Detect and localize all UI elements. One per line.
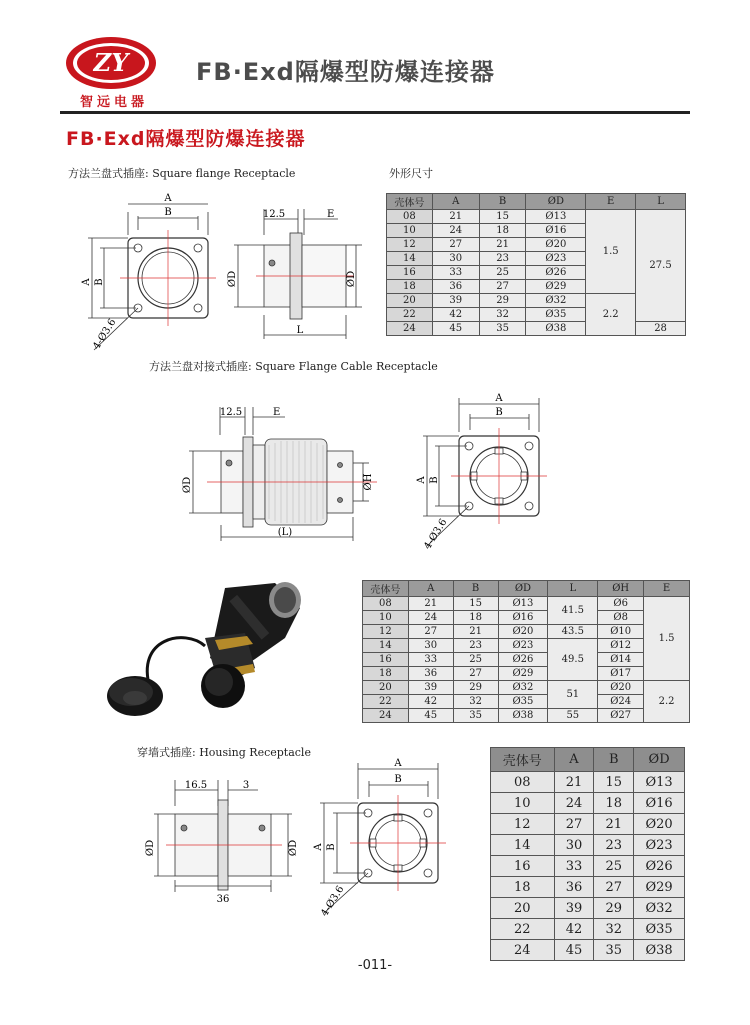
table-cell: Ø38: [526, 322, 586, 336]
table-cell: Ø32: [526, 294, 586, 308]
table-cell: 14: [491, 835, 555, 856]
table-cell: 20: [363, 681, 409, 695]
table-cell: 35: [453, 709, 498, 723]
t1-header: 壳体号: [387, 194, 433, 210]
t3-header: B: [594, 748, 634, 772]
table-cell: 10: [387, 224, 433, 238]
table-cell: 18: [491, 877, 555, 898]
p2f-dim-b-vert: B: [429, 476, 440, 484]
table-cell: 27: [432, 238, 479, 252]
t1-header: B: [479, 194, 526, 210]
table-cell: Ø20: [526, 238, 586, 252]
table-cell: 45: [554, 940, 594, 961]
t1-header: A: [432, 194, 479, 210]
p3s-dim-d-left: ØD: [145, 839, 156, 857]
p3s-dim-165: 16.5: [184, 780, 208, 791]
p2s-dim-125: 12.5: [219, 407, 243, 418]
table-cell: Ø35: [498, 695, 548, 709]
table-cell: 29: [479, 294, 526, 308]
t2-header: L: [548, 581, 598, 597]
table-cell: 29: [594, 898, 634, 919]
part1-table-caption: 外形尺寸: [389, 167, 433, 180]
table-cell: Ø26: [634, 856, 685, 877]
table-cell: 30: [432, 252, 479, 266]
part1-side-drawing: [228, 205, 374, 345]
table-cell: Ø16: [526, 224, 586, 238]
table-cell: 12: [387, 238, 433, 252]
table-cell: 16: [491, 856, 555, 877]
table-cell: Ø13: [526, 210, 586, 224]
table-cell: 21: [479, 238, 526, 252]
table-cell: 14: [363, 639, 409, 653]
table-cell: 21: [554, 772, 594, 793]
table-cell: 12: [363, 625, 409, 639]
t1-e-cell: 2.2: [586, 294, 636, 336]
part2-front-drawing: [415, 390, 555, 560]
p2f-dim-b: B: [495, 407, 503, 418]
t2-l-cell: 49.5: [548, 639, 598, 681]
header-divider: [60, 111, 690, 114]
table-cell: 45: [408, 709, 453, 723]
p3f-dim-b-vert: B: [326, 843, 337, 851]
connector-product-photo: [95, 578, 315, 728]
table-cell: 14: [387, 252, 433, 266]
table-cell: 18: [363, 667, 409, 681]
table-cell: 36: [408, 667, 453, 681]
t3-header: ØD: [634, 748, 685, 772]
table-cell: Ø14: [598, 653, 644, 667]
t2-header: ØH: [598, 581, 644, 597]
t1-header: ØD: [526, 194, 586, 210]
table-cell: 24: [491, 940, 555, 961]
t2-l-cell: 43.5: [548, 625, 598, 639]
t2-l-cell: 51: [548, 681, 598, 709]
table-cell: 25: [479, 266, 526, 280]
table-cell: Ø16: [498, 611, 548, 625]
part1-caption: 方法兰盘式插座: Square flange Receptacle: [68, 167, 296, 180]
table-cell: 29: [453, 681, 498, 695]
table-cell: 42: [432, 308, 479, 322]
table-cell: 12: [491, 814, 555, 835]
table-cell: Ø16: [634, 793, 685, 814]
t2-e-cell: 2.2: [644, 681, 690, 723]
p3f-dim-a: A: [394, 758, 402, 769]
table-cell: 42: [408, 695, 453, 709]
p1f-dim-b: B: [164, 207, 172, 218]
page-number: -011-: [357, 958, 393, 973]
t1-l-cell: 28: [636, 322, 686, 336]
table-cell: 25: [594, 856, 634, 877]
table-cell: Ø20: [634, 814, 685, 835]
table-cell: 27: [479, 280, 526, 294]
part1-front-drawing: [80, 190, 220, 360]
table-cell: 15: [453, 597, 498, 611]
p2s-dim-h: ØH: [363, 473, 374, 491]
table-cell: 24: [432, 224, 479, 238]
table-cell: 27: [594, 877, 634, 898]
table-cell: 16: [363, 653, 409, 667]
table-cell: 16: [387, 266, 433, 280]
table-cell: 18: [479, 224, 526, 238]
t1-header: L: [636, 194, 686, 210]
table-cell: Ø20: [498, 625, 548, 639]
table-cell: 36: [432, 280, 479, 294]
p3f-dim-a-vert: A: [313, 843, 324, 851]
table-cell: 21: [453, 625, 498, 639]
table-cell: Ø23: [498, 639, 548, 653]
table-cell: 39: [432, 294, 479, 308]
table-cell: 35: [479, 322, 526, 336]
table-cell: 10: [363, 611, 409, 625]
table-cell: 08: [363, 597, 409, 611]
table-cell: 20: [491, 898, 555, 919]
table-cell: 22: [387, 308, 433, 322]
table-cell: Ø23: [526, 252, 586, 266]
table-cell: 20: [387, 294, 433, 308]
table-cell: 33: [432, 266, 479, 280]
part3-spec-table: [490, 747, 685, 961]
table-cell: 33: [554, 856, 594, 877]
p3s-dim-3: 3: [242, 780, 250, 791]
p1s-dim-125: 12.5: [262, 209, 286, 220]
p1f-holes: 4-Ø3.6: [91, 317, 119, 352]
t2-l-cell: 41.5: [548, 597, 598, 625]
table-cell: Ø35: [634, 919, 685, 940]
t2-l-cell: 55: [548, 709, 598, 723]
table-cell: Ø29: [498, 667, 548, 681]
table-cell: 18: [453, 611, 498, 625]
p2f-holes: 4-Ø3.6: [422, 517, 450, 552]
table-cell: 35: [594, 940, 634, 961]
p1s-dim-d-right: ØD: [346, 270, 357, 288]
t2-e-cell: 1.5: [644, 597, 690, 681]
table-cell: Ø27: [598, 709, 644, 723]
logo-text: ZY: [93, 48, 129, 77]
t2-header: 壳体号: [363, 581, 409, 597]
table-cell: 18: [387, 280, 433, 294]
p2f-dim-a: A: [495, 393, 503, 404]
table-cell: 27: [408, 625, 453, 639]
table-cell: 24: [554, 793, 594, 814]
table-cell: 08: [387, 210, 433, 224]
table-cell: 24: [363, 709, 409, 723]
table-cell: 23: [453, 639, 498, 653]
p1f-dim-a-vert: A: [81, 278, 92, 286]
p2s-dim-l: (L): [277, 527, 293, 538]
t1-header: E: [586, 194, 636, 210]
table-cell: Ø23: [634, 835, 685, 856]
table-cell: 23: [594, 835, 634, 856]
table-cell: 27: [453, 667, 498, 681]
table-cell: Ø20: [598, 681, 644, 695]
page-title: FB·Exd隔爆型防爆连接器: [196, 58, 495, 86]
part2-caption: 方法兰盘对接式插座: Square Flange Cable Receptacle: [149, 360, 438, 373]
table-cell: 08: [491, 772, 555, 793]
table-cell: 45: [432, 322, 479, 336]
table-cell: 32: [594, 919, 634, 940]
t1-l-cell: 27.5: [636, 210, 686, 322]
table-cell: 27: [554, 814, 594, 835]
p1s-dim-e: E: [327, 209, 335, 220]
brand-name: 智远电器: [79, 95, 148, 110]
p3s-dim-d-right: ØD: [288, 839, 299, 857]
table-cell: 24: [408, 611, 453, 625]
table-cell: Ø10: [598, 625, 644, 639]
table-cell: 23: [479, 252, 526, 266]
table-cell: 39: [554, 898, 594, 919]
p3f-holes: 4-Ø3.6: [319, 884, 347, 919]
t2-header: B: [453, 581, 498, 597]
table-cell: 36: [554, 877, 594, 898]
table-cell: 18: [594, 793, 634, 814]
table-cell: 33: [408, 653, 453, 667]
part3-side-drawing: [140, 770, 305, 910]
p1f-dim-b-vert: B: [94, 278, 105, 286]
table-cell: 21: [408, 597, 453, 611]
p1s-dim-d-left: ØD: [227, 270, 238, 288]
table-cell: 22: [491, 919, 555, 940]
table-cell: Ø32: [634, 898, 685, 919]
table-cell: Ø12: [598, 639, 644, 653]
table-cell: Ø29: [634, 877, 685, 898]
p2s-dim-d: ØD: [182, 476, 193, 494]
table-cell: 30: [408, 639, 453, 653]
table-cell: Ø32: [498, 681, 548, 695]
table-cell: Ø24: [598, 695, 644, 709]
section-title: FB·Exd隔爆型防爆连接器: [66, 128, 306, 150]
t2-header: A: [408, 581, 453, 597]
table-cell: Ø35: [526, 308, 586, 322]
company-logo: [65, 35, 157, 91]
t3-header: A: [554, 748, 594, 772]
p1f-dim-a: A: [164, 193, 172, 204]
table-cell: 15: [594, 772, 634, 793]
t3-header: 壳体号: [491, 748, 555, 772]
part2-side-drawing: [182, 405, 385, 545]
table-cell: Ø26: [498, 653, 548, 667]
table-cell: Ø6: [598, 597, 644, 611]
table-cell: Ø17: [598, 667, 644, 681]
table-cell: 10: [491, 793, 555, 814]
table-cell: 21: [432, 210, 479, 224]
table-cell: Ø13: [634, 772, 685, 793]
p1s-dim-l: L: [296, 325, 304, 336]
table-cell: 22: [363, 695, 409, 709]
table-cell: Ø8: [598, 611, 644, 625]
table-cell: Ø38: [634, 940, 685, 961]
table-cell: 42: [554, 919, 594, 940]
table-cell: Ø29: [526, 280, 586, 294]
table-cell: 21: [594, 814, 634, 835]
table-cell: 39: [408, 681, 453, 695]
table-cell: 25: [453, 653, 498, 667]
table-cell: 30: [554, 835, 594, 856]
table-cell: Ø38: [498, 709, 548, 723]
table-cell: 24: [387, 322, 433, 336]
t2-header: ØD: [498, 581, 548, 597]
part3-caption: 穿墙式插座: Housing Receptacle: [137, 746, 311, 759]
table-cell: Ø26: [526, 266, 586, 280]
p2f-dim-a-vert: A: [416, 476, 427, 484]
p2s-dim-e: E: [273, 407, 281, 418]
part2-spec-table: [362, 580, 690, 723]
table-cell: 15: [479, 210, 526, 224]
p3s-dim-36: 36: [216, 894, 230, 905]
part1-spec-table: [386, 193, 686, 336]
table-cell: 32: [453, 695, 498, 709]
table-cell: 32: [479, 308, 526, 322]
p3f-dim-b: B: [394, 774, 402, 785]
t2-header: E: [644, 581, 690, 597]
t1-e-cell: 1.5: [586, 210, 636, 294]
part3-front-drawing: [310, 755, 450, 925]
table-cell: Ø13: [498, 597, 548, 611]
